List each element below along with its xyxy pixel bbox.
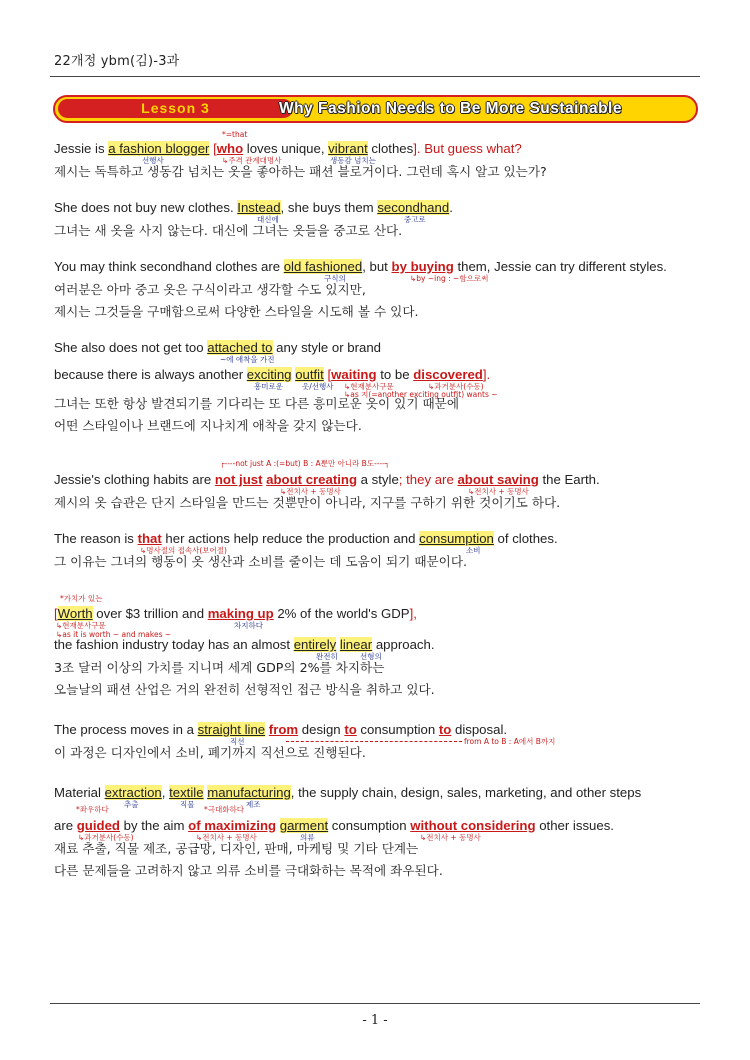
note-row [54, 459, 704, 471]
gloss: ↳as 지(=another exciting outfit) wants ~ [344, 390, 498, 399]
text: the fashion industry today has an almost [54, 637, 294, 652]
gloss: 직물 [180, 800, 195, 809]
text: , she buys them [280, 200, 378, 215]
highlight: vibrant [328, 141, 368, 156]
grammar-point: making up [207, 606, 274, 621]
korean-line: 제시의 옷 습관은 단지 스타일을 만드는 것뿐만이 아니라, 지구를 구하기 위한 것이기도 하다. [54, 495, 561, 510]
text: disposal. [451, 722, 508, 737]
english-line [54, 530, 704, 555]
korean-line: 그녀는 새 옷을 사지 않는다. 대신에 그녀는 옷들을 중고로 산다. [54, 223, 403, 238]
text: You may think secondhand clothes are [54, 259, 284, 274]
text: of clothes. [493, 531, 558, 546]
gloss: 구식의 [324, 274, 346, 283]
text: to be [376, 367, 414, 382]
text: The process moves in a [54, 722, 198, 737]
korean-line: 어떤 스타일이나 브랜드에 지나치게 애착을 갖지 않는다. [54, 418, 362, 433]
text: the Earth. [538, 472, 600, 487]
korean-line: 다른 문제들을 고려하지 않고 의류 소비를 극대화하는 목적에 좌우된다. [54, 863, 443, 878]
gloss: 중고로 [404, 215, 426, 224]
bracket: [ [54, 606, 58, 621]
gloss: *좌우하다 [76, 805, 109, 814]
text: by the aim [119, 818, 189, 833]
grammar-point: not just [214, 472, 263, 487]
gloss: 옷/선행사 [302, 382, 334, 391]
grammar-point: from [268, 722, 299, 737]
highlight: linear [339, 637, 373, 652]
bracket: [ [209, 141, 217, 156]
gloss: ┌----not just A :(=but) B : A뿐만 아니라 B도----┐ [220, 459, 390, 468]
text: them, Jessie can try different styles. [453, 259, 667, 274]
gloss: 차지하다 [234, 621, 263, 630]
english-line [54, 140, 704, 165]
korean-line: 제시는 독특하고 생동감 넘치는 옷을 좋아하는 패션 블로거이다. 그런데 혹시 알고 있는가? [54, 164, 547, 179]
text: . [449, 200, 453, 215]
korean-line: 그녀는 또한 항상 발견되기를 기다리는 또 다른 흥미로운 옷이 있기 때문에 [54, 396, 459, 411]
gloss: ↳as it is worth ~ and makes ~ [56, 630, 172, 639]
text: design [298, 722, 345, 737]
text: She does not buy new clothes. [54, 200, 238, 215]
bracket: ], [409, 606, 417, 621]
english-line [54, 605, 704, 639]
gloss: *가치가 있는 [60, 594, 103, 603]
gloss: 직선 [230, 737, 245, 746]
page-number: - 1 - [362, 1013, 388, 1028]
english-line [54, 636, 704, 661]
header-rule [50, 76, 700, 77]
text: She also does not get too [54, 340, 208, 355]
korean-line: 이 과정은 디자인에서 소비, 폐기까지 직선으로 진행된다. [54, 745, 366, 760]
bracket: ]. [482, 367, 491, 382]
text: Jessie's clothing habits are [54, 472, 215, 487]
gloss: 추출 [124, 800, 139, 809]
gloss: ↳현재분사구문 [56, 621, 106, 630]
gloss: ↳전치사 + 동명사 [196, 833, 257, 842]
gloss: ↳by ~ing : ~함으로써 [410, 274, 489, 283]
gloss: 완전히 [316, 652, 338, 661]
grammar-point: about saving [457, 472, 539, 487]
gloss: 선행사 [142, 156, 164, 165]
gloss: 선형의 [360, 652, 382, 661]
highlight: Worth [57, 606, 93, 621]
gloss: 제조 [246, 800, 261, 809]
highlight: outfit [295, 367, 324, 382]
highlight: straight line [197, 722, 266, 737]
text: approach. [372, 637, 435, 652]
gloss: 대신에 [257, 215, 279, 224]
gloss: ~에 애착을 가진 [220, 355, 275, 364]
lesson-pill [58, 99, 293, 118]
note-row [54, 128, 704, 140]
highlight: a fashion blogger [108, 141, 210, 156]
highlight: secondhand [377, 200, 450, 215]
text: a style [357, 472, 399, 487]
gloss: ↳과거분사(수동) [428, 382, 484, 391]
text: over $3 trillion and [92, 606, 208, 621]
text: Material [54, 785, 105, 800]
gloss: 의류 [300, 833, 315, 842]
grammar-point: without considering [410, 818, 536, 833]
korean-line: 오늘날의 패션 산업은 거의 완전히 선형적인 접근 방식을 취하고 있다. [54, 682, 435, 697]
bracket: [ [323, 367, 332, 382]
highlight: attached to [207, 340, 273, 355]
gloss: ↳주격 관계대명사 [222, 156, 282, 165]
english-line [54, 258, 704, 283]
text: , [161, 785, 170, 800]
gloss: ↳전치사 + 동명사 [468, 487, 529, 496]
grammar-point: to [344, 722, 357, 737]
gloss: ↳과거분사(수동) [78, 833, 134, 842]
grammar-point: by buying [391, 259, 454, 274]
grammar-point: who [216, 141, 244, 156]
english-line [54, 817, 704, 842]
highlight: entirely [293, 637, 337, 652]
text: The reason is [54, 531, 138, 546]
note-row [54, 801, 704, 817]
highlight: textile [169, 785, 204, 800]
text: other issues. [535, 818, 614, 833]
header-title: 22개정 ybm(김)-3과 [54, 54, 180, 69]
english-line [54, 721, 704, 746]
highlight: Instead [237, 200, 281, 215]
grammar-point: that [137, 531, 162, 546]
highlight: extraction [104, 785, 162, 800]
text: 2% of the world's GDP [273, 606, 410, 621]
highlight: exciting [246, 367, 292, 382]
text: consumption [356, 722, 439, 737]
lesson-banner [53, 95, 698, 123]
korean-line: 그 이유는 그녀의 행동이 옷 생산과 소비를 줄이는 데 도움이 되기 때문이다. [54, 554, 468, 569]
english-line [54, 784, 704, 809]
text: are [54, 818, 77, 833]
gloss: ↳현재분사구문 [344, 382, 394, 391]
text: Jessie is [54, 141, 109, 156]
korean-line: 제시는 그것들을 구매함으로써 다양한 스타일을 시도해 볼 수 있다. [54, 304, 419, 319]
grammar-point: of maximizing [188, 818, 277, 833]
grammar-point: discovered [413, 367, 483, 382]
gloss: ↳전치사 + 동명사 [420, 833, 481, 842]
text: because there is always another [54, 367, 247, 382]
note-row [54, 593, 704, 605]
highlight: consumption [419, 531, 494, 546]
english-line [54, 339, 704, 364]
text: loves unique, [243, 141, 329, 156]
grammar-point: to [438, 722, 452, 737]
korean-line: 재료 추출, 직물 제조, 공급망, 디자인, 판매, 마케팅 및 기타 단계는 [54, 841, 419, 856]
text: ]. But guess what? [413, 141, 522, 156]
highlight: old fashioned [283, 259, 363, 274]
gloss: ↳전치사 + 동명사 [280, 487, 341, 496]
gloss: 소비 [466, 546, 481, 555]
text: , the supply chain, design, sales, marketing, and other steps [290, 785, 642, 800]
korean-line: 여러분은 아마 중고 옷은 구식이라고 생각할 수도 있지만, [54, 282, 366, 297]
grammar-point: about creating [266, 472, 358, 487]
lesson-label: Lesson 3 [141, 100, 210, 116]
grammar-point: waiting [331, 367, 377, 382]
lesson-title: Why Fashion Needs to Be More Sustainable [279, 100, 622, 117]
text: her actions help reduce the production and [161, 531, 420, 546]
gloss: 생동감 넘치는 [330, 156, 376, 165]
gloss: *=that [222, 130, 248, 139]
highlight: manufacturing [207, 785, 291, 800]
english-line [54, 199, 704, 224]
gloss: from A to B : A에서 B까지 [464, 737, 556, 746]
english-line [54, 366, 704, 399]
korean-line: 3조 달러 이상의 가치를 지니며 세계 GDP의 2%를 차지하는 [54, 660, 385, 675]
text: consumption [328, 818, 411, 833]
text: any style or brand [272, 340, 381, 355]
text: clothes [367, 141, 414, 156]
lesson-content [54, 128, 704, 880]
text: , but [362, 259, 392, 274]
grammar-point: guided [76, 818, 120, 833]
highlight: garment [279, 818, 329, 833]
gloss: 흥미로운 [254, 382, 283, 391]
gloss: *극대화하다 [204, 805, 244, 814]
gloss: ↳명사절의 접속사(보어절) [140, 546, 227, 555]
english-line [54, 471, 704, 496]
text: ; they are [398, 472, 458, 487]
footer-rule [50, 1003, 700, 1004]
